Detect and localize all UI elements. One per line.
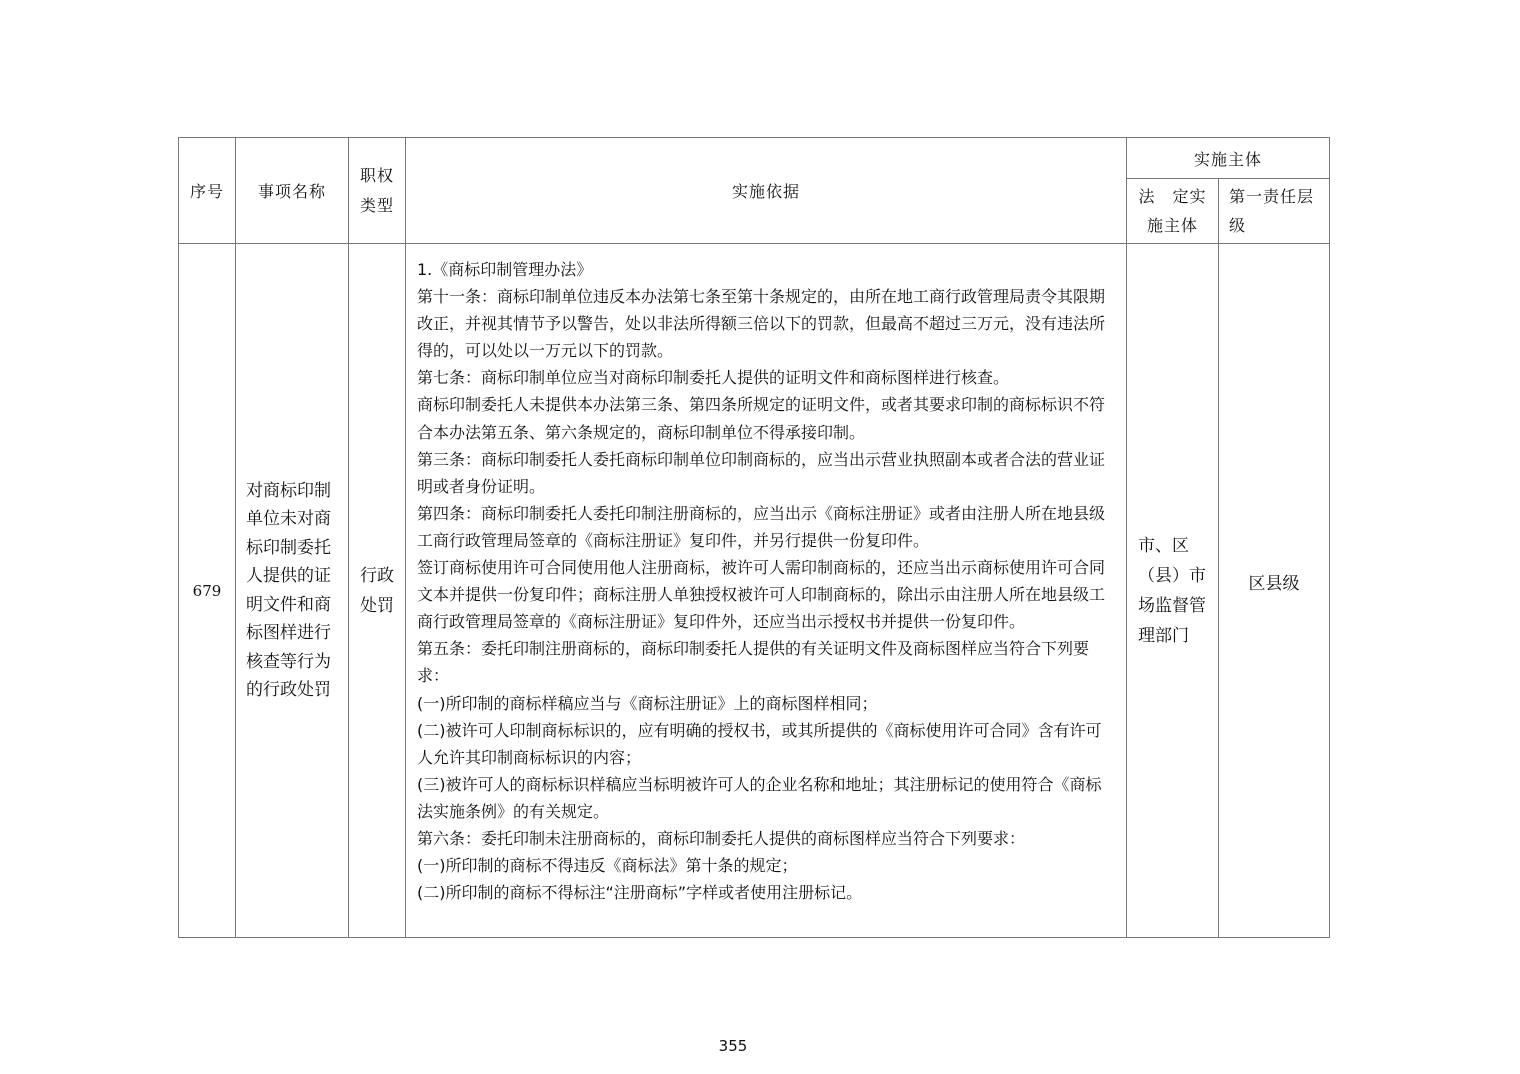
- basis-line: (一)所印制的商标样稿应当与《商标注册证》上的商标图样相同；: [417, 693, 878, 713]
- basis-line: 第五条：委托印制注册商标的，商标印制委托人提供的有关证明文件及商标图样应当符合下列要求：: [417, 639, 1090, 686]
- header-first-level: 第一责任层级: [1219, 179, 1330, 244]
- row-seq: 679: [179, 244, 236, 938]
- basis-line: 第七条：商标印制单位应当对商标印制委托人提供的证明文件和商标图样进行核查。: [417, 368, 1010, 388]
- header-item-name: 事项名称: [236, 138, 349, 244]
- basis-line: 第四条：商标印制委托人委托印制注册商标的，应当出示《商标注册证》或者由注册人所在地县级工商行政管理局签章的《商标注册证》复印件，并另行提供一份复印件。: [417, 503, 1106, 550]
- header-subject: 实施主体: [1127, 138, 1330, 179]
- basis-line: (三)被许可人的商标标识样稿应当标明被许可人的企业名称和地址；其注册标记的使用符合《商标法实施条例》的有关规定。: [417, 774, 1102, 821]
- header-legal-subject: 法 定实施主体: [1127, 179, 1219, 244]
- basis-line: 商标印制委托人未提供本办法第三条、第四条所规定的证明文件，或者其要求印制的商标标识不符合本办法第五条、第六条规定的，商标印制单位不得承接印制。: [417, 395, 1106, 442]
- basis-line: 签订商标使用许可合同使用他人注册商标，被许可人需印制商标的，还应当出示商标使用许可合同文本并提供一份复印件；商标注册人单独授权被许可人印制商标的，除出示由注册人所在地县级工商行政管理局签章的《商标注册证》复印件外，还应当出示授权书并提供一份复印件。: [417, 558, 1106, 632]
- basis-line: 1.《商标印制管理办法》: [417, 260, 593, 279]
- row-basis: [406, 244, 1127, 938]
- row-first-level: 区县级: [1219, 244, 1330, 938]
- basis-line: (一)所印制的商标不得违反《商标法》第十条的规定；: [417, 856, 798, 876]
- basis-line: 第十一条：商标印制单位违反本办法第七条至第十条规定的，由所在地工商行政管理局责令其限期改正，并视其情节予以警告，处以非法所得额三倍以下的罚款，但最高不超过三万元，没有违法所得的，可以处以一万元以下的罚款。: [417, 287, 1106, 361]
- basis-line: 第三条：商标印制委托人委托商标印制单位印制商标的，应当出示营业执照副本或者合法的营业证明或者身份证明。: [417, 449, 1106, 496]
- authority-table: [178, 137, 1330, 938]
- basis-line: 第六条：委托印制未注册商标的，商标印制委托人提供的商标图样应当符合下列要求：: [417, 828, 1026, 848]
- header-seq: 序号: [179, 138, 236, 244]
- basis-line: (二)所印制的商标不得标注“注册商标”字样或者使用注册标记。: [417, 883, 863, 903]
- header-authority-type: 职权类型: [349, 138, 406, 244]
- row-item-name: 对商标印制单位未对商标印制委托人提供的证明文件和商标图样进行核查等行为的行政处罚: [236, 244, 349, 938]
- basis-line: (二)被许可人印制商标标识的，应有明确的授权书，或其所提供的《商标使用许可合同》含有许可人允许其印制商标标识的内容；: [417, 720, 1102, 767]
- page-number: 355: [718, 1037, 748, 1055]
- header-basis: 实施依据: [406, 138, 1127, 244]
- row-authority-type: 行政处罚: [349, 244, 406, 938]
- row-legal-subject: 市、区（县）市场监督管理部门: [1127, 244, 1219, 938]
